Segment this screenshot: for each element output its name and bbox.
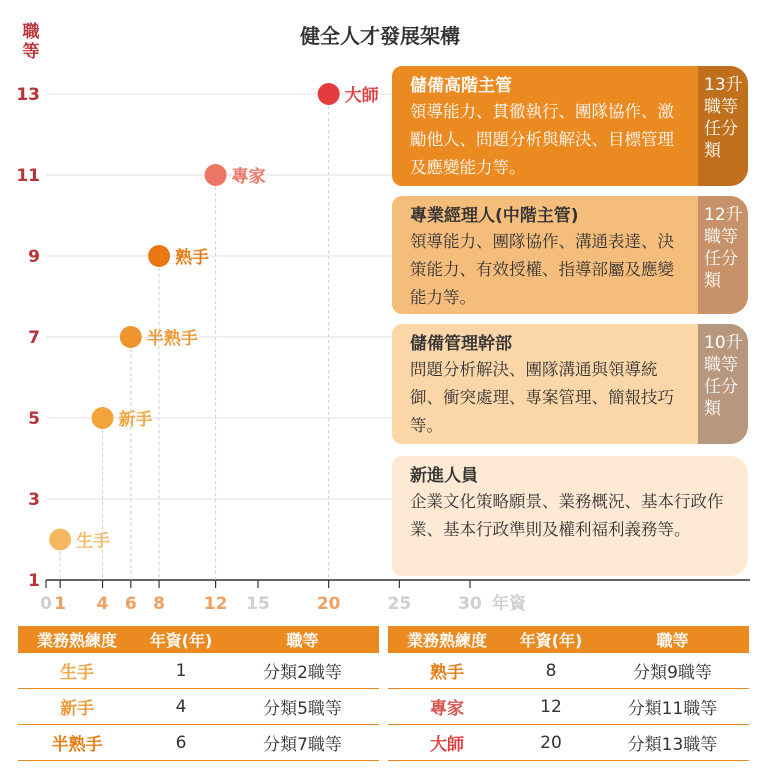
y-tick-label: 1: [28, 571, 40, 591]
header-level: 業務熟練度: [18, 626, 136, 653]
level-cell: 新手: [18, 689, 136, 725]
table-row: [388, 725, 749, 761]
x-tick-label: 20: [316, 594, 341, 614]
grade-cell: 分類13職等: [596, 725, 749, 761]
box-title: 儲備高階主管: [410, 76, 512, 96]
header-years: 年資(年): [136, 626, 226, 653]
box-tag: 13升職等任分類: [698, 66, 748, 186]
box-title: 儲備管理幹部: [410, 334, 512, 354]
box-new-employees: [392, 456, 748, 576]
data-point-label: 新手: [118, 410, 153, 430]
table-left: [18, 626, 379, 761]
x-tick-label: 6: [124, 594, 137, 614]
box-management-reserve: [392, 324, 748, 444]
years-cell: 8: [506, 653, 596, 689]
box-body: 領導能力、貫徹執行、團隊協作、激勵他人、問題分析與解決、目標管理及應變能力等。: [410, 102, 674, 177]
data-point: [49, 529, 71, 551]
header-grade: 職等: [226, 626, 379, 653]
table-row: [18, 725, 379, 761]
x-tick-label: 1: [54, 594, 67, 614]
data-point: [318, 83, 340, 105]
table-row: [18, 689, 379, 725]
years-cell: 6: [136, 725, 226, 761]
data-point-label: 熟手: [175, 248, 210, 268]
years-cell: 4: [136, 689, 226, 725]
box-middle-management: [392, 196, 748, 314]
grade-cell: 分類2職等: [226, 653, 379, 689]
box-title: 專業經理人(中階主管): [410, 206, 579, 226]
x-tick-label: 30: [458, 594, 482, 614]
box-body: 問題分析解決、團隊溝通與領導統御、衝突處理、專案管理、簡報技巧等。: [410, 360, 674, 435]
years-cell: 1: [136, 653, 226, 689]
x-tick-label: 0: [40, 594, 52, 614]
y-tick-label: 5: [28, 409, 40, 429]
x-tick-label: 4: [96, 594, 109, 614]
grade-cell: 分類9職等: [596, 653, 749, 689]
y-tick-label: 11: [16, 166, 40, 186]
x-axis-label: 年資: [492, 594, 526, 614]
y-tick-label: 7: [28, 328, 40, 348]
header-years: 年資(年): [506, 626, 596, 653]
data-point-label: 專家: [231, 167, 266, 187]
grade-cell: 分類5職等: [226, 689, 379, 725]
chart-title: 健全人才發展架構: [300, 24, 460, 48]
data-point-label: 生手: [76, 531, 111, 552]
grade-cell: 分類11職等: [596, 689, 749, 725]
table-row: [18, 653, 379, 689]
x-tick-label: 8: [153, 594, 165, 614]
table-right: [388, 626, 749, 761]
data-point-label: 大師: [344, 86, 379, 106]
table-row: [388, 689, 749, 725]
years-cell: 12: [506, 689, 596, 725]
x-tick-label: 12: [203, 594, 228, 614]
level-cell: 專家: [388, 689, 506, 725]
data-point: [120, 326, 142, 348]
table-row: [388, 653, 749, 689]
box-senior-management: [392, 66, 748, 186]
box-body: 企業文化策略願景、業務概況、基本行政作業、基本行政準則及權利福利義務等。: [410, 492, 724, 539]
box-tag: 12升職等任分類: [698, 196, 748, 314]
y-tick-label: 3: [28, 490, 40, 510]
level-cell: 大師: [388, 725, 506, 761]
data-point: [92, 407, 114, 429]
y-tick-label: 13: [16, 85, 40, 105]
box-title: 新進人員: [410, 466, 478, 486]
grade-cell: 分類7職等: [226, 725, 379, 761]
y-tick-label: 9: [28, 247, 40, 267]
box-body: 領導能力、團隊協作、溝通表達、決策能力、有效授權、指導部屬及應變能力等。: [410, 232, 674, 307]
header-grade: 職等: [596, 626, 749, 653]
x-tick-label: 25: [387, 594, 412, 614]
level-cell: 半熟手: [18, 725, 136, 761]
box-tag: 10升職等任分類: [698, 324, 748, 444]
level-cell: 生手: [18, 653, 136, 689]
y-axis-label: 職等: [22, 22, 40, 62]
data-point: [148, 245, 170, 267]
data-point: [205, 164, 227, 186]
years-cell: 20: [506, 725, 596, 761]
level-cell: 熟手: [388, 653, 506, 689]
data-point-label: 半熟手: [146, 329, 198, 349]
header-level: 業務熟練度: [388, 626, 506, 653]
x-tick-label: 15: [246, 594, 270, 614]
